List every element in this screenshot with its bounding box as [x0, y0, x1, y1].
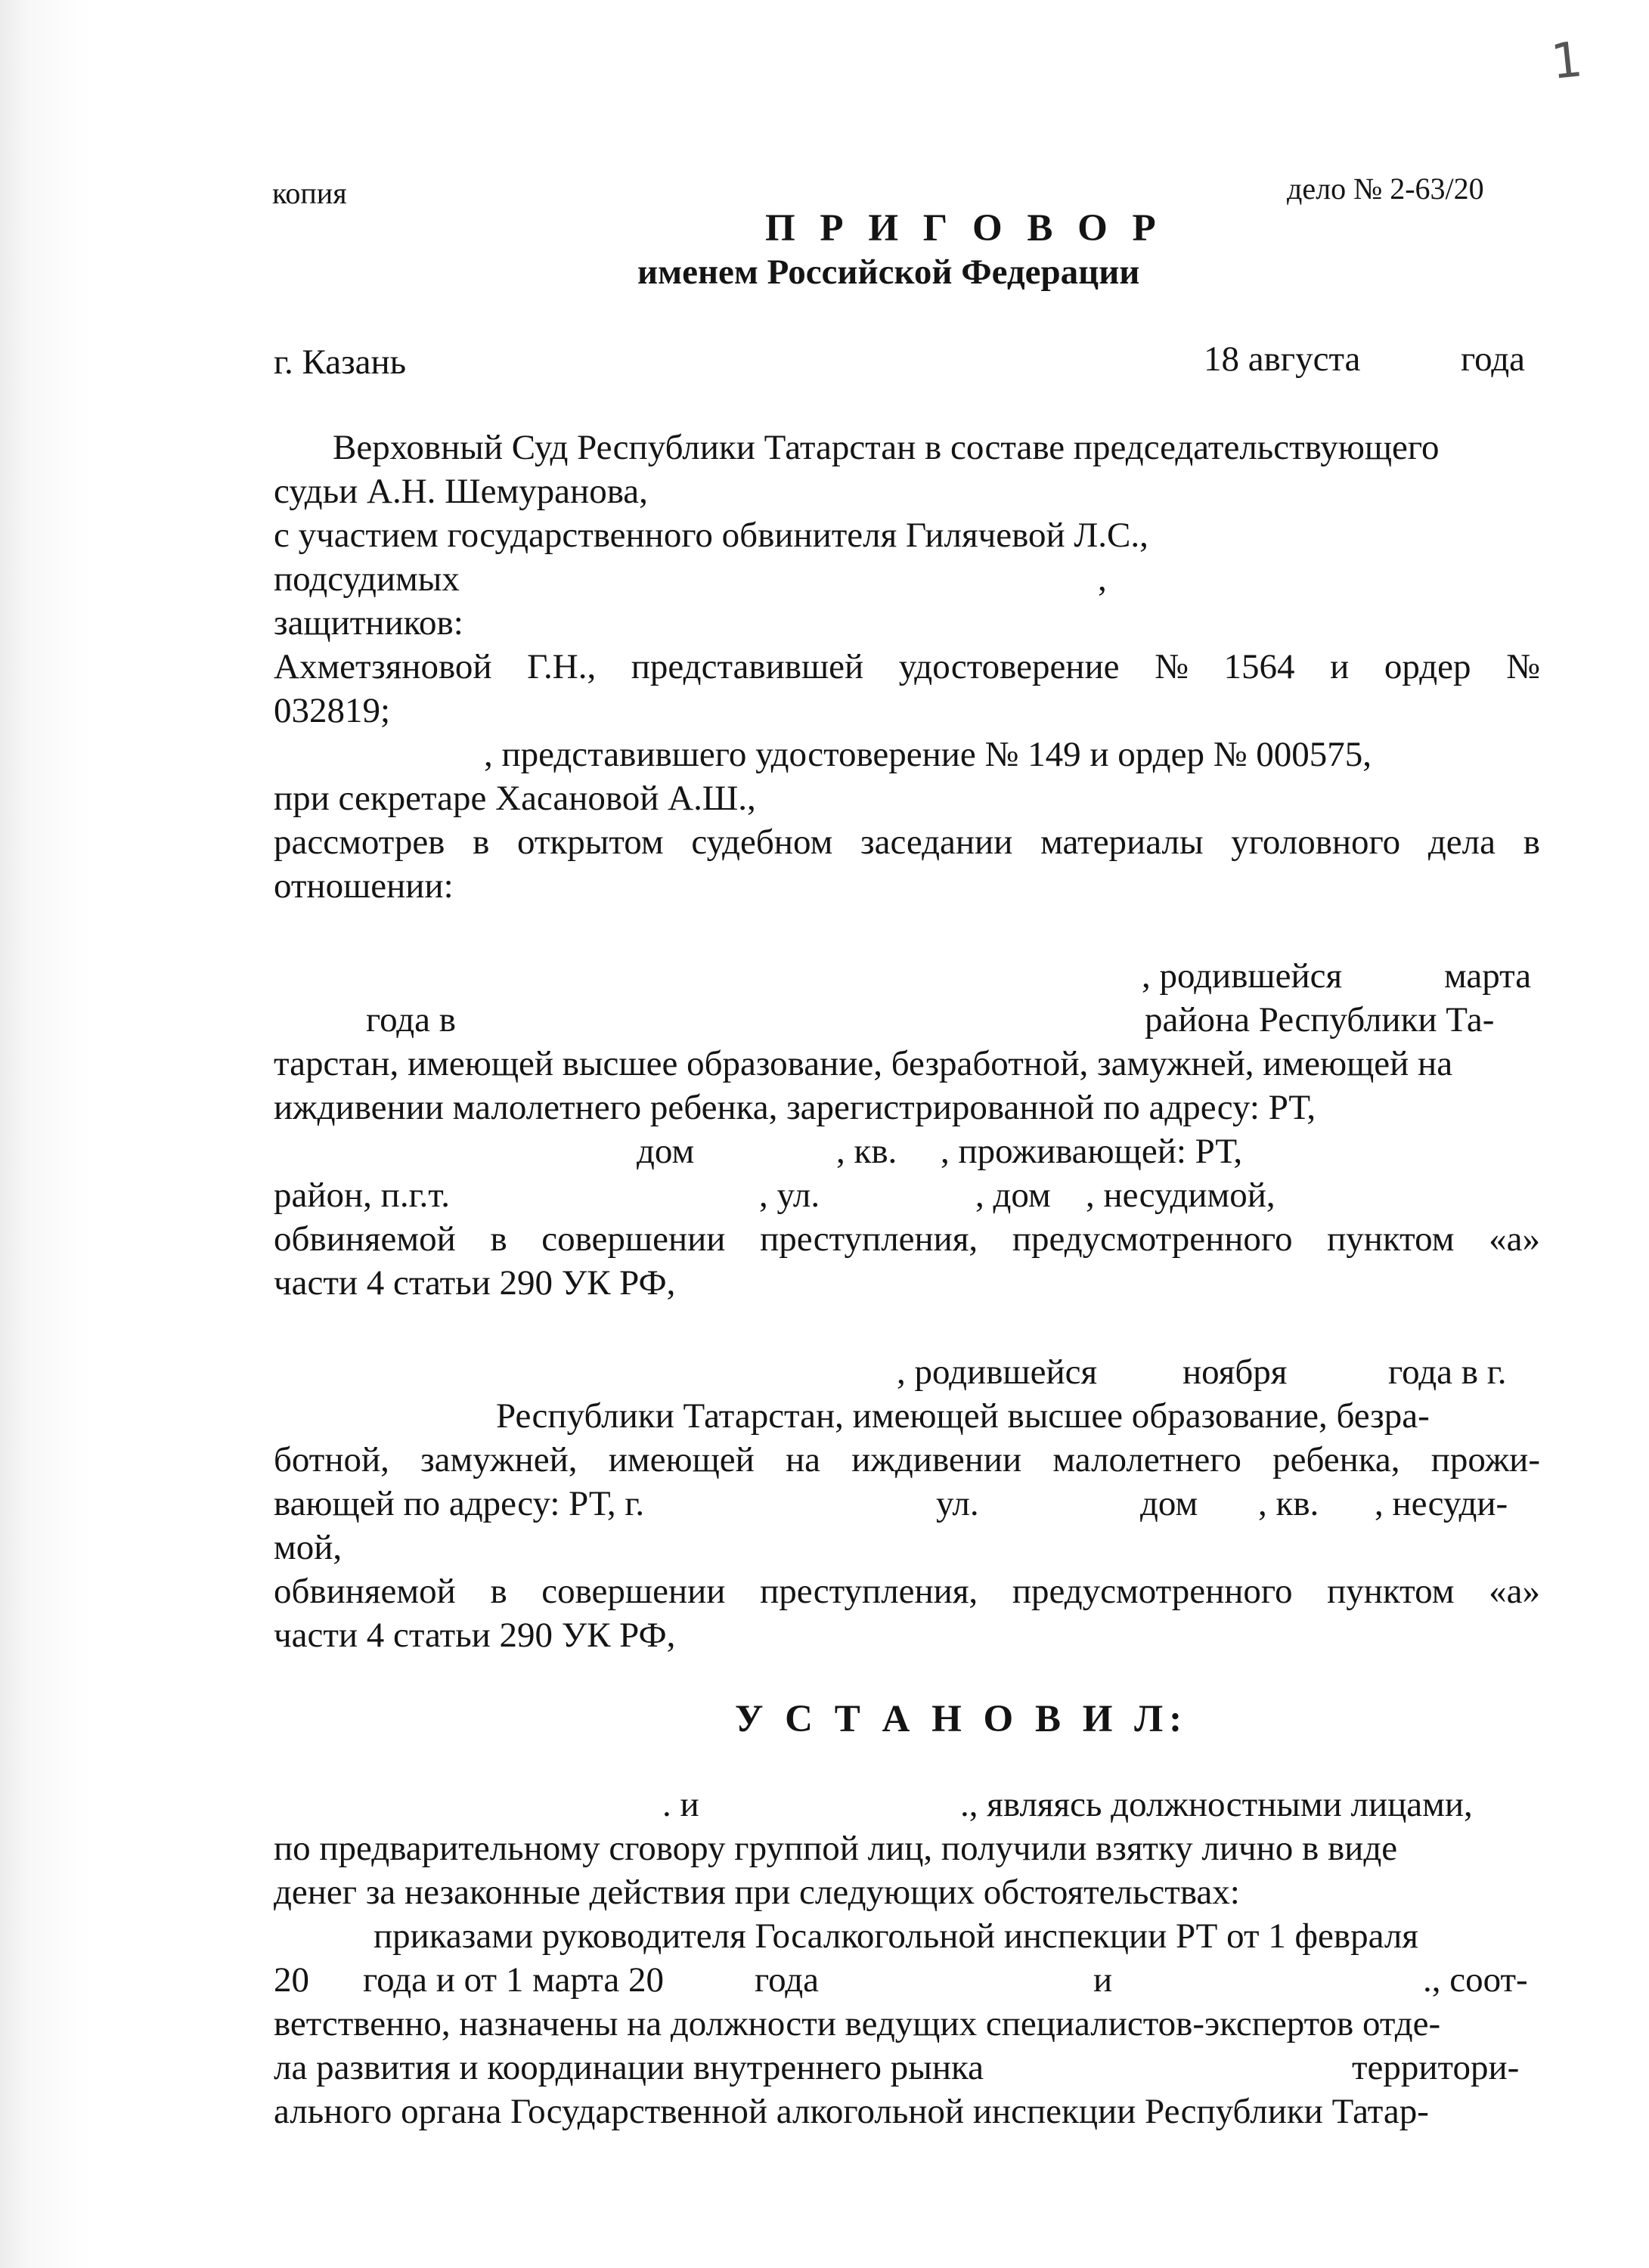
def1-line-6a: район, п.г.т. — [274, 1176, 451, 1215]
est-line-6: ветственно, назначены на должности ведущих специалистов-экспертов отде- — [274, 2004, 1441, 2043]
court-line-3: с участием государственного обвинителя Гилячевой Л.С., — [274, 516, 1148, 555]
est-line-1a: . и — [662, 1785, 699, 1824]
city: г. Казань — [274, 342, 407, 382]
court-line-8: , представившего удостоверение № 149 и ордер № 000575, — [484, 735, 1372, 774]
document-subtitle: именем Российской Федерации — [637, 253, 1140, 292]
def2-line-7: части 4 статьи 290 УК РФ, — [274, 1616, 676, 1655]
court-line-5: защитников: — [274, 603, 463, 643]
court-line-4-end: , — [1098, 559, 1107, 599]
est-line-1b: ., являясь должностными лицами, — [960, 1785, 1473, 1824]
def2-line-4c: дом — [1140, 1484, 1198, 1523]
court-line-2: судьи А.Н. Шемуранова, — [274, 472, 648, 511]
court-line-7: 032819; — [274, 691, 391, 730]
def1-line-7: обвиняемой в совершении преступления, предусмотренного пунктом «а» — [274, 1219, 1540, 1259]
document-title: П Р И Г О В О Р — [765, 207, 1164, 249]
page-number: 1 — [1548, 32, 1585, 91]
def2-line-1c: года в г. — [1388, 1352, 1507, 1392]
court-line-4: подсудимых — [274, 559, 460, 599]
scan-edge-shadow — [0, 0, 113, 2268]
copy-mark: копия — [272, 176, 347, 210]
def1-line-6c: , дом — [975, 1176, 1051, 1215]
est-line-5a: 20 — [274, 1960, 309, 2000]
def2-line-4e: , несуди- — [1375, 1484, 1508, 1523]
def2-line-1b: ноября — [1183, 1352, 1288, 1392]
def2-line-4a: вающей по адресу: РТ, г. — [274, 1484, 645, 1523]
def1-line-5b: , кв. — [836, 1132, 897, 1171]
def2-line-1a: , родившейся — [897, 1352, 1098, 1392]
def1-line-8: части 4 статьи 290 УК РФ, — [274, 1263, 676, 1303]
est-line-7b: территори- — [1352, 2048, 1520, 2087]
def2-line-2: Республики Татарстан, имеющей высшее образование, безра- — [496, 1396, 1430, 1436]
def2-line-5: мой, — [274, 1528, 343, 1567]
def2-line-4b: ул. — [936, 1484, 979, 1523]
def1-line-4: иждивении малолетнего ребенка, зарегистрированной по адресу: РТ, — [274, 1088, 1316, 1127]
est-line-5c: года — [755, 1960, 820, 2000]
def1-line-1b: марта — [1444, 956, 1532, 996]
def1-line-2b: района Республики Та- — [1145, 1000, 1495, 1040]
def1-line-3: тарстан, имеющей высшее образование, безработной, замужней, имеющей на — [274, 1044, 1453, 1083]
court-line-10: рассмотрев в открытом судебном заседании материалы уголовного дела в — [274, 823, 1540, 862]
est-line-5b: года и от 1 марта 20 — [363, 1960, 664, 2000]
def1-line-1a: , родившейся — [1142, 956, 1343, 996]
est-line-5e: ., соот- — [1423, 1960, 1528, 2000]
est-line-7a: ла развития и координации внутреннего рынка — [274, 2048, 984, 2087]
est-line-3: денег за незаконные действия при следующих обстоятельствах: — [274, 1873, 1240, 1912]
date: 18 августа — [1204, 339, 1361, 379]
est-line-2: по предварительному сговору группой лиц, получили взятку лично в виде — [274, 1829, 1398, 1868]
year-word: года — [1461, 339, 1526, 379]
def1-line-6b: , ул. — [759, 1176, 820, 1215]
case-number: дело № 2-63/20 — [1287, 172, 1484, 206]
def1-line-2a: года в — [366, 1000, 456, 1040]
est-line-4: приказами руководителя Госалкогольной инспекции РТ от 1 февраля — [374, 1916, 1418, 1956]
def2-line-6: обвиняемой в совершении преступления, предусмотренного пунктом «а» — [274, 1572, 1540, 1611]
est-line-5d: и — [1093, 1960, 1113, 2000]
def2-line-4d: , кв. — [1258, 1484, 1319, 1523]
est-line-8: ального органа Государственной алкогольной инспекции Республики Татар- — [274, 2092, 1429, 2131]
def1-line-5c: , проживающей: РТ, — [941, 1132, 1243, 1171]
def1-line-6d: , несудимой, — [1086, 1176, 1275, 1215]
court-line-9: при секретаре Хасановой А.Ш., — [274, 779, 756, 818]
def2-line-3: ботной, замужней, имеющей на иждивении малолетнего ребенка, прожи- — [274, 1440, 1540, 1479]
def1-line-5a: дом — [637, 1132, 695, 1171]
established-title: У С Т А Н О В И Л: — [735, 1698, 1189, 1740]
court-line-1: Верховный Суд Республики Татарстан в составе председательствующего — [333, 428, 1440, 467]
court-line-11: отношении: — [274, 866, 454, 906]
court-line-6: Ахметзяновой Г.Н., представившей удостоверение № 1564 и ордер № — [274, 647, 1540, 686]
